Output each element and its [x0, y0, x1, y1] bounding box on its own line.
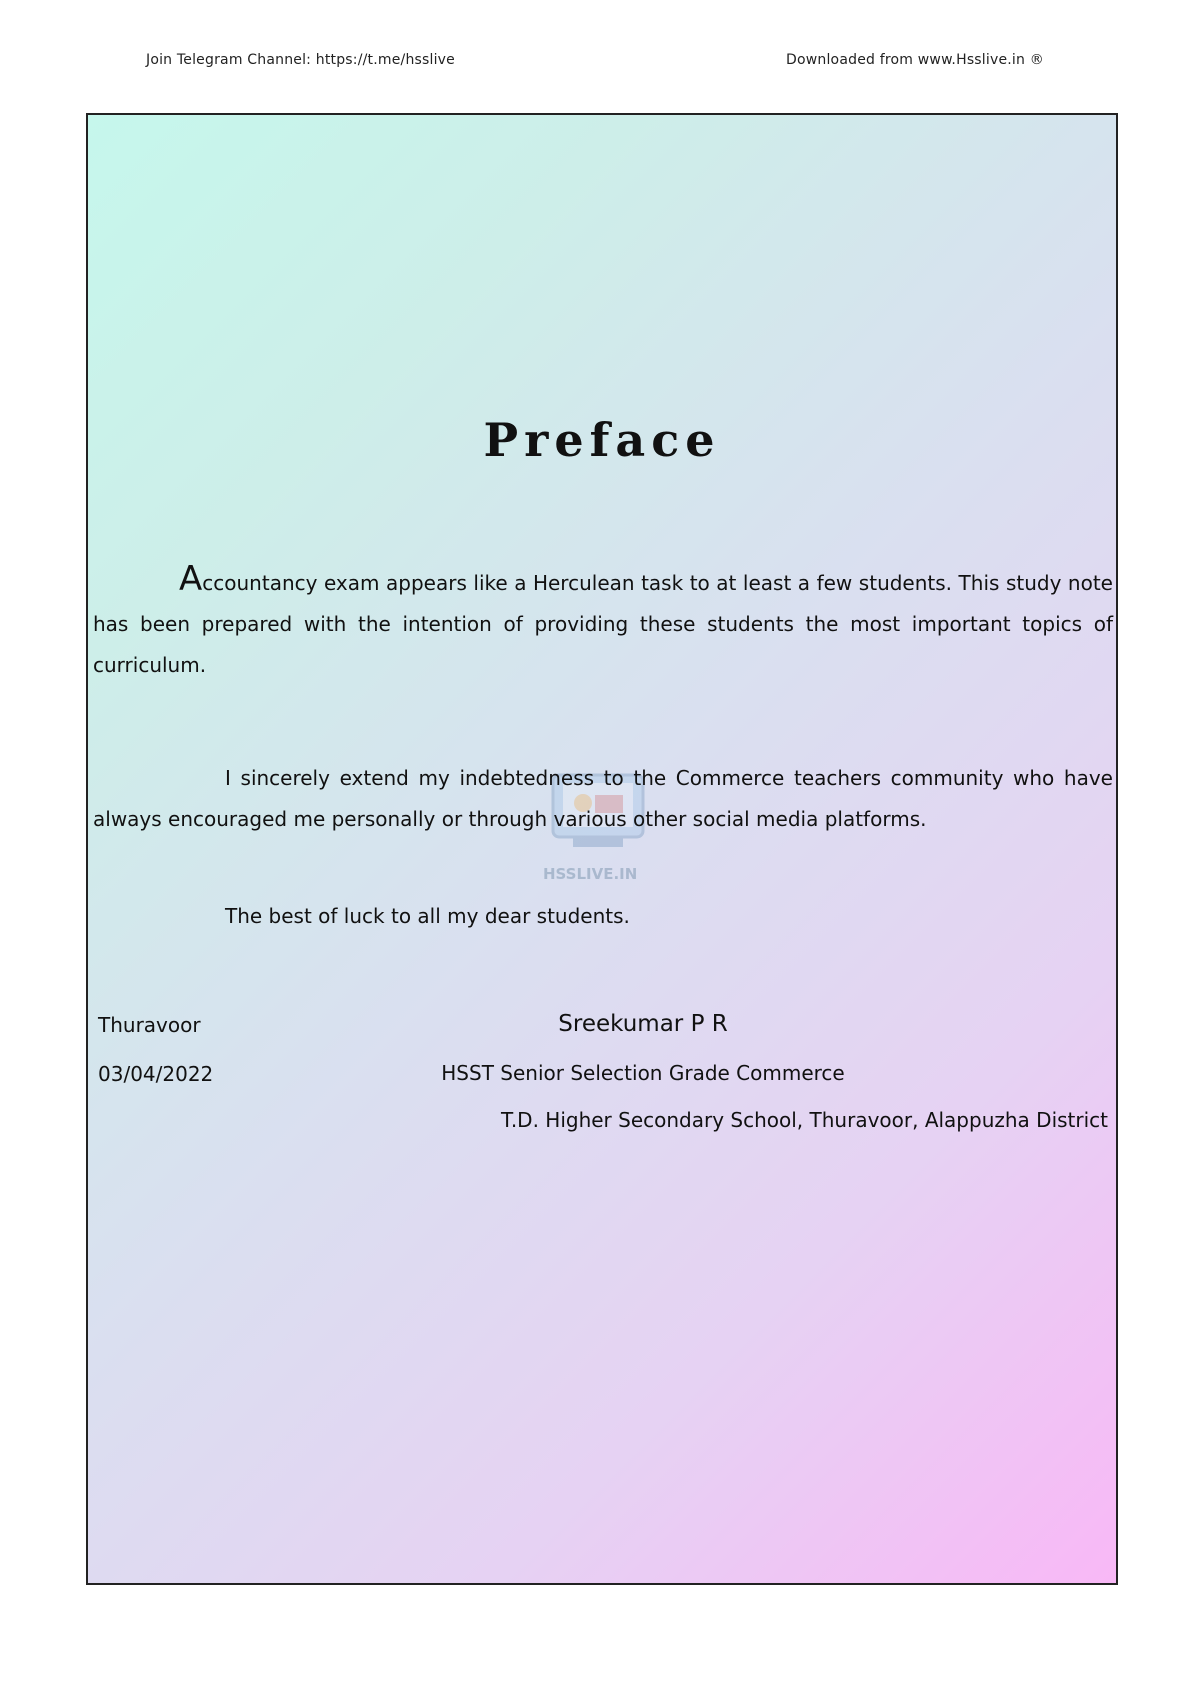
- paragraph-1-text: ccountancy exam appears like a Herculean task to at least a few students. This study note has been prepared with the intention of providing these students the most important topics of curriculum.: [93, 571, 1113, 677]
- preface-paragraph-2: [93, 758, 1113, 840]
- watermark-label: HSSLIVE.IN: [543, 865, 638, 883]
- signature-place: Thuravoor: [98, 1013, 201, 1037]
- paragraph-2-text: I sincerely extend my indebtedness to the Commerce teachers community who have always encouraged me personally or through various other social media platforms.: [93, 766, 1113, 831]
- author-name: Sreekumar P R: [558, 1011, 728, 1037]
- signature-date: 03/04/2022: [98, 1062, 214, 1086]
- author-school: T.D. Higher Secondary School, Thuravoor, Alappuzha District: [500, 1108, 1108, 1132]
- telegram-channel-note: Join Telegram Channel: https://t.me/hsslive: [146, 52, 455, 68]
- paragraph-3-text: The best of luck to all my dear students.: [225, 904, 630, 928]
- preface-paragraph-3: [93, 896, 1113, 937]
- author-designation: HSST Senior Selection Grade Commerce: [441, 1061, 845, 1085]
- page-title: Preface: [483, 413, 721, 467]
- drop-cap: A: [179, 559, 203, 599]
- preface-frame: [86, 113, 1118, 1585]
- preface-paragraph-1: [93, 559, 1113, 686]
- download-source-note: Downloaded from www.Hsslive.in ®: [786, 52, 1044, 68]
